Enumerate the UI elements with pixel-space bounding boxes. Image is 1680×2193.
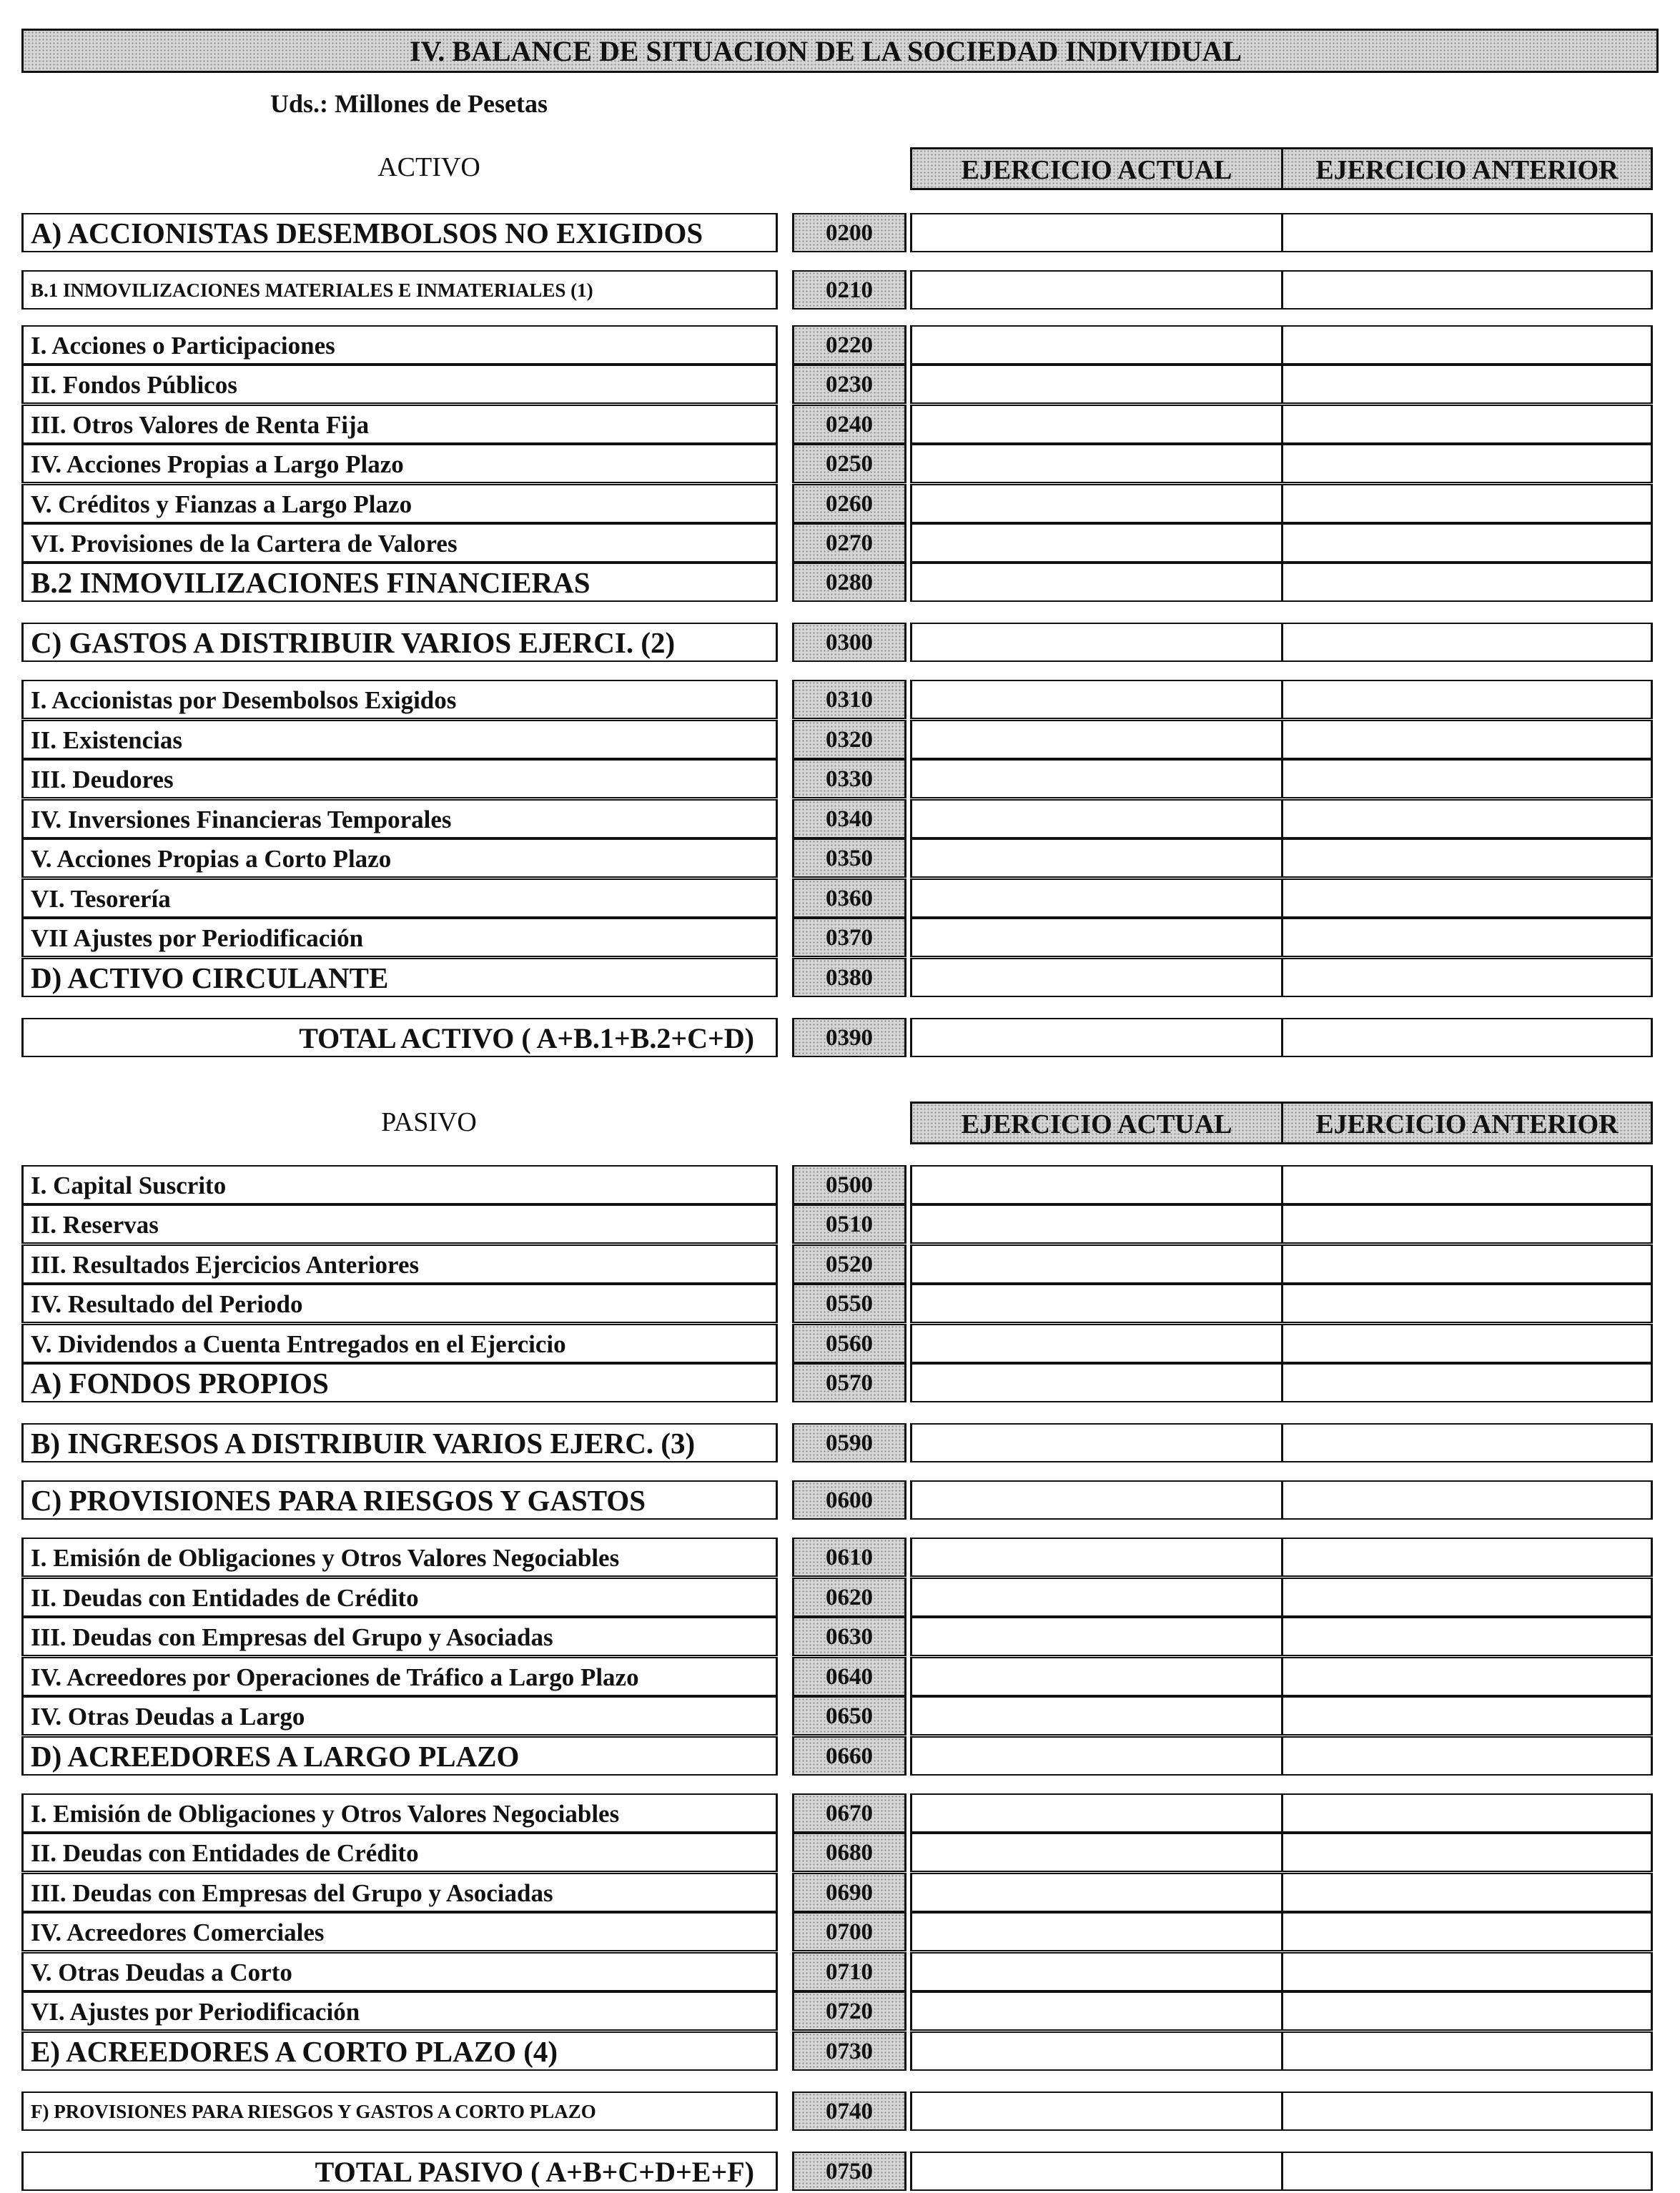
pasivo-row-code-0510: 0510 — [792, 1204, 906, 1244]
activo-row-code-0200: 0200 — [792, 213, 906, 252]
activo-row-label-0250: IV. Acciones Propias a Largo Plazo — [21, 444, 778, 483]
activo-row-label-0270: VI. Provisiones de la Cartera de Valores — [21, 523, 778, 563]
activo-current-value-0380[interactable] — [910, 958, 1283, 997]
pasivo-row-label-0620: II. Deudas con Entidades de Crédito — [21, 1578, 778, 1617]
pasivo-row-code-0600: 0600 — [792, 1480, 906, 1520]
pasivo-current-value-0620[interactable] — [910, 1578, 1283, 1617]
page-title — [21, 29, 1659, 73]
activo-previous-value-0220[interactable] — [1281, 325, 1653, 365]
activo-current-value-0270[interactable] — [910, 523, 1283, 563]
activo-previous-value-0210[interactable] — [1281, 270, 1653, 310]
activo-row-code-0390: 0390 — [792, 1018, 906, 1057]
pasivo-previous-value-0750[interactable] — [1281, 2152, 1653, 2191]
page-title-text: IV. BALANCE DE SITUACION DE LA SOCIEDAD INDIVIDUAL — [410, 35, 1242, 67]
pasivo-current-value-0550[interactable] — [910, 1284, 1283, 1323]
pasivo-previous-value-0630[interactable] — [1281, 1617, 1653, 1656]
pasivo-current-value-0690[interactable] — [910, 1873, 1283, 1912]
activo-row-label-0360: VI. Tesorería — [21, 878, 778, 918]
pasivo-current-value-0630[interactable] — [910, 1617, 1283, 1656]
pasivo-row-label-0750: TOTAL PASIVO ( A+B+C+D+E+F) — [21, 2152, 778, 2191]
pasivo-row-label-0690: III. Deudas con Empresas del Grupo y Asociadas — [21, 1873, 778, 1912]
activo-current-value-0240[interactable] — [910, 405, 1283, 444]
pasivo-row-label-0660: D) ACREEDORES A LARGO PLAZO — [21, 1736, 778, 1776]
activo-current-value-0300[interactable] — [910, 623, 1283, 662]
pasivo-previous-value-0730[interactable] — [1281, 2031, 1653, 2071]
pasivo-previous-value-0500[interactable] — [1281, 1165, 1653, 1204]
pasivo-current-value-0670[interactable] — [910, 1793, 1283, 1833]
pasivo-previous-value-0710[interactable] — [1281, 1952, 1653, 1991]
pasivo-previous-value-0590[interactable] — [1281, 1423, 1653, 1462]
activo-previous-value-0200[interactable] — [1281, 213, 1653, 252]
pasivo-previous-value-0610[interactable] — [1281, 1538, 1653, 1577]
activo-current-value-0220[interactable] — [910, 325, 1283, 365]
activo-row-label-0370: VII Ajustes por Periodificación — [21, 918, 778, 957]
pasivo-row-code-0550: 0550 — [792, 1284, 906, 1323]
pasivo-heading: PASIVO — [381, 1107, 477, 1137]
activo-row-label-0350: V. Acciones Propias a Corto Plazo — [21, 838, 778, 878]
activo-row-code-0310: 0310 — [792, 680, 906, 719]
pasivo-row-label-0720: VI. Ajustes por Periodificación — [21, 1991, 778, 2031]
activo-previous-value-0370[interactable] — [1281, 918, 1653, 957]
activo-previous-value-0330[interactable] — [1281, 759, 1653, 798]
activo-row-label-0200: A) ACCIONISTAS DESEMBOLSOS NO EXIGIDOS — [21, 213, 778, 252]
pasivo-row-label-0590: B) INGRESOS A DISTRIBUIR VARIOS EJERC. (3) — [21, 1423, 778, 1462]
activo-row-code-0330: 0330 — [792, 759, 906, 798]
activo-previous-value-0310[interactable] — [1281, 680, 1653, 719]
activo-row-label-0280: B.2 INMOVILIZACIONES FINANCIERAS — [21, 563, 778, 602]
activo-current-value-0370[interactable] — [910, 918, 1283, 957]
pasivo-col-current: EJERCICIO ACTUAL — [910, 1102, 1283, 1144]
activo-row-code-0370: 0370 — [792, 918, 906, 957]
activo-current-value-0320[interactable] — [910, 720, 1283, 759]
pasivo-current-value-0730[interactable] — [910, 2031, 1283, 2071]
activo-row-code-0220: 0220 — [792, 325, 906, 365]
activo-row-label-0300: C) GASTOS A DISTRIBUIR VARIOS EJERCI. (2) — [21, 623, 778, 662]
activo-row-code-0380: 0380 — [792, 958, 906, 997]
pasivo-row-label-0740: F) PROVISIONES PARA RIESGOS Y GASTOS A CORTO PLAZO — [21, 2091, 778, 2131]
pasivo-row-code-0560: 0560 — [792, 1324, 906, 1363]
activo-previous-value-0270[interactable] — [1281, 523, 1653, 563]
pasivo-row-label-0640: IV. Acreedores por Operaciones de Tráfico a Largo Plazo — [21, 1657, 778, 1696]
pasivo-previous-value-0600[interactable] — [1281, 1480, 1653, 1520]
activo-previous-value-0350[interactable] — [1281, 838, 1653, 878]
activo-previous-value-0300[interactable] — [1281, 623, 1653, 662]
activo-current-value-0250[interactable] — [910, 444, 1283, 483]
activo-row-code-0320: 0320 — [792, 720, 906, 759]
pasivo-current-value-0700[interactable] — [910, 1912, 1283, 1951]
activo-current-value-0230[interactable] — [910, 365, 1283, 404]
activo-row-label-0340: IV. Inversiones Financieras Temporales — [21, 799, 778, 838]
pasivo-row-code-0680: 0680 — [792, 1833, 906, 1872]
activo-row-label-0220: I. Acciones o Participaciones — [21, 325, 778, 365]
activo-previous-value-0260[interactable] — [1281, 484, 1653, 523]
pasivo-row-label-0670: I. Emisión de Obligaciones y Otros Valores Negociables — [21, 1793, 778, 1833]
pasivo-current-value-0640[interactable] — [910, 1657, 1283, 1696]
activo-previous-value-0380[interactable] — [1281, 958, 1653, 997]
activo-row-label-0380: D) ACTIVO CIRCULANTE — [21, 958, 778, 997]
pasivo-previous-value-0510[interactable] — [1281, 1204, 1653, 1244]
pasivo-previous-value-0640[interactable] — [1281, 1657, 1653, 1696]
pasivo-current-value-0510[interactable] — [910, 1204, 1283, 1244]
activo-row-code-0350: 0350 — [792, 838, 906, 878]
activo-previous-value-0360[interactable] — [1281, 878, 1653, 918]
activo-row-code-0300: 0300 — [792, 623, 906, 662]
pasivo-row-code-0570: 0570 — [792, 1363, 906, 1402]
pasivo-current-value-0600[interactable] — [910, 1480, 1283, 1520]
activo-current-value-0200[interactable] — [910, 213, 1283, 252]
pasivo-row-label-0650: IV. Otras Deudas a Largo — [21, 1696, 778, 1736]
pasivo-row-label-0610: I. Emisión de Obligaciones y Otros Valores Negociables — [21, 1538, 778, 1577]
pasivo-row-label-0630: III. Deudas con Empresas del Grupo y Asociadas — [21, 1617, 778, 1656]
pasivo-row-label-0730: E) ACREEDORES A CORTO PLAZO (4) — [21, 2031, 778, 2071]
pasivo-row-code-0620: 0620 — [792, 1578, 906, 1617]
pasivo-row-code-0670: 0670 — [792, 1793, 906, 1833]
activo-row-code-0260: 0260 — [792, 484, 906, 523]
activo-row-code-0240: 0240 — [792, 405, 906, 444]
activo-row-code-0210: 0210 — [792, 270, 906, 310]
pasivo-previous-value-0550[interactable] — [1281, 1284, 1653, 1323]
pasivo-row-label-0600: C) PROVISIONES PARA RIESGOS Y GASTOS — [21, 1480, 778, 1520]
pasivo-previous-value-0680[interactable] — [1281, 1833, 1653, 1872]
pasivo-current-value-0500[interactable] — [910, 1165, 1283, 1204]
pasivo-previous-value-0620[interactable] — [1281, 1578, 1653, 1617]
activo-row-code-0230: 0230 — [792, 365, 906, 404]
activo-row-code-0250: 0250 — [792, 444, 906, 483]
pasivo-row-code-0750: 0750 — [792, 2152, 906, 2191]
pasivo-row-label-0700: IV. Acreedores Comerciales — [21, 1912, 778, 1951]
pasivo-current-value-0610[interactable] — [910, 1538, 1283, 1577]
pasivo-current-value-0710[interactable] — [910, 1952, 1283, 1991]
pasivo-row-label-0560: V. Dividendos a Cuenta Entregados en el Ejercicio — [21, 1324, 778, 1363]
pasivo-previous-value-0560[interactable] — [1281, 1324, 1653, 1363]
activo-row-label-0310: I. Accionistas por Desembolsos Exigidos — [21, 680, 778, 719]
pasivo-current-value-0750[interactable] — [910, 2152, 1283, 2191]
pasivo-row-code-0710: 0710 — [792, 1952, 906, 1991]
pasivo-row-label-0680: II. Deudas con Entidades de Crédito — [21, 1833, 778, 1872]
activo-heading: ACTIVO — [377, 152, 480, 182]
activo-current-value-0260[interactable] — [910, 484, 1283, 523]
pasivo-col-previous: EJERCICIO ANTERIOR — [1281, 1102, 1653, 1144]
activo-row-code-0270: 0270 — [792, 523, 906, 563]
pasivo-previous-value-0720[interactable] — [1281, 1991, 1653, 2031]
activo-previous-value-0240[interactable] — [1281, 405, 1653, 444]
activo-current-value-0280[interactable] — [910, 563, 1283, 602]
pasivo-row-label-0510: II. Reservas — [21, 1204, 778, 1244]
activo-row-label-0240: III. Otros Valores de Renta Fija — [21, 405, 778, 444]
activo-row-label-0390: TOTAL ACTIVO ( A+B.1+B.2+C+D) — [21, 1018, 778, 1057]
pasivo-previous-value-0650[interactable] — [1281, 1696, 1653, 1736]
activo-previous-value-0230[interactable] — [1281, 365, 1653, 404]
pasivo-row-label-0570: A) FONDOS PROPIOS — [21, 1363, 778, 1402]
pasivo-row-code-0630: 0630 — [792, 1617, 906, 1656]
activo-row-code-0280: 0280 — [792, 563, 906, 602]
pasivo-current-value-0680[interactable] — [910, 1833, 1283, 1872]
pasivo-current-value-0740[interactable] — [910, 2091, 1283, 2131]
pasivo-current-value-0650[interactable] — [910, 1696, 1283, 1736]
activo-current-value-0310[interactable] — [910, 680, 1283, 719]
pasivo-current-value-0720[interactable] — [910, 1991, 1283, 2031]
activo-row-label-0260: V. Créditos y Fianzas a Largo Plazo — [21, 484, 778, 523]
activo-row-label-0330: III. Deudores — [21, 759, 778, 798]
pasivo-current-value-0520[interactable] — [910, 1244, 1283, 1284]
pasivo-row-code-0740: 0740 — [792, 2091, 906, 2131]
pasivo-row-code-0720: 0720 — [792, 1991, 906, 2031]
activo-current-value-0390[interactable] — [910, 1018, 1283, 1057]
pasivo-previous-value-0570[interactable] — [1281, 1363, 1653, 1402]
pasivo-previous-value-0690[interactable] — [1281, 1873, 1653, 1912]
activo-row-label-0320: II. Existencias — [21, 720, 778, 759]
pasivo-row-code-0520: 0520 — [792, 1244, 906, 1284]
pasivo-row-code-0690: 0690 — [792, 1873, 906, 1912]
activo-previous-value-0250[interactable] — [1281, 444, 1653, 483]
pasivo-row-code-0730: 0730 — [792, 2031, 906, 2071]
pasivo-current-value-0660[interactable] — [910, 1736, 1283, 1776]
pasivo-row-label-0710: V. Otras Deudas a Corto — [21, 1952, 778, 1991]
activo-previous-value-0340[interactable] — [1281, 799, 1653, 838]
pasivo-current-value-0560[interactable] — [910, 1324, 1283, 1363]
pasivo-row-code-0650: 0650 — [792, 1696, 906, 1736]
activo-previous-value-0320[interactable] — [1281, 720, 1653, 759]
pasivo-row-label-0520: III. Resultados Ejercicios Anteriores — [21, 1244, 778, 1284]
activo-row-label-0210: B.1 INMOVILIZACIONES MATERIALES E INMATERIALES (1) — [21, 270, 778, 310]
activo-current-value-0330[interactable] — [910, 759, 1283, 798]
activo-col-current: EJERCICIO ACTUAL — [910, 147, 1283, 190]
activo-col-previous: EJERCICIO ANTERIOR — [1281, 147, 1653, 190]
activo-current-value-0210[interactable] — [910, 270, 1283, 310]
pasivo-previous-value-0660[interactable] — [1281, 1736, 1653, 1776]
activo-current-value-0350[interactable] — [910, 838, 1283, 878]
activo-row-code-0360: 0360 — [792, 878, 906, 918]
pasivo-row-code-0700: 0700 — [792, 1912, 906, 1951]
pasivo-previous-value-0670[interactable] — [1281, 1793, 1653, 1833]
activo-previous-value-0280[interactable] — [1281, 563, 1653, 602]
pasivo-row-code-0660: 0660 — [792, 1736, 906, 1776]
pasivo-row-code-0590: 0590 — [792, 1423, 906, 1462]
activo-current-value-0360[interactable] — [910, 878, 1283, 918]
pasivo-current-value-0570[interactable] — [910, 1363, 1283, 1402]
pasivo-row-code-0500: 0500 — [792, 1165, 906, 1204]
pasivo-row-code-0640: 0640 — [792, 1657, 906, 1696]
pasivo-row-code-0610: 0610 — [792, 1538, 906, 1577]
units-label: Uds.: Millones de Pesetas — [270, 89, 548, 118]
pasivo-row-label-0550: IV. Resultado del Periodo — [21, 1284, 778, 1323]
activo-previous-value-0390[interactable] — [1281, 1018, 1653, 1057]
pasivo-previous-value-0520[interactable] — [1281, 1244, 1653, 1284]
pasivo-previous-value-0740[interactable] — [1281, 2091, 1653, 2131]
pasivo-previous-value-0700[interactable] — [1281, 1912, 1653, 1951]
activo-row-label-0230: II. Fondos Públicos — [21, 365, 778, 404]
pasivo-row-label-0500: I. Capital Suscrito — [21, 1165, 778, 1204]
activo-row-code-0340: 0340 — [792, 799, 906, 838]
activo-current-value-0340[interactable] — [910, 799, 1283, 838]
pasivo-current-value-0590[interactable] — [910, 1423, 1283, 1462]
